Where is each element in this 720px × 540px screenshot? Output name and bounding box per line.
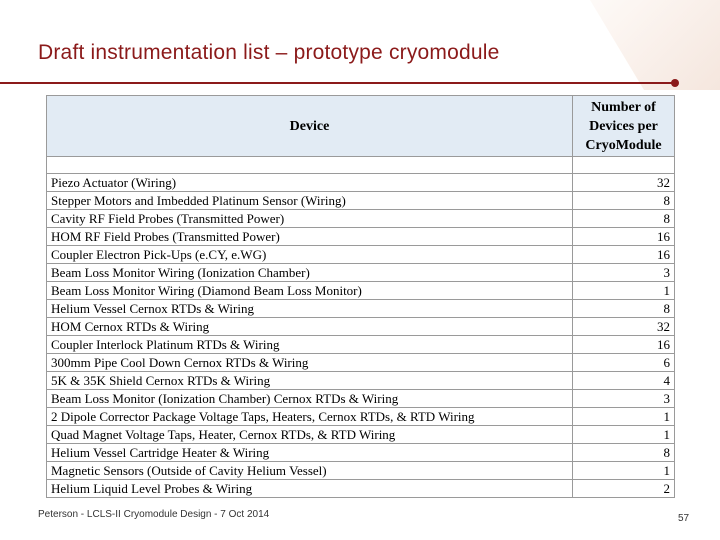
count-cell: 16 <box>573 336 675 354</box>
instrumentation-table-container <box>46 95 674 498</box>
count-cell: 8 <box>573 444 675 462</box>
count-cell: 1 <box>573 426 675 444</box>
table-row <box>47 354 675 372</box>
table-row <box>47 318 675 336</box>
device-cell: 5K & 35K Shield Cernox RTDs & Wiring <box>47 372 573 390</box>
table-body <box>47 157 675 498</box>
count-cell: 32 <box>573 174 675 192</box>
slide-title: Draft instrumentation list – prototype cryomodule <box>38 41 500 64</box>
title-rule <box>0 82 676 84</box>
table-row <box>47 228 675 246</box>
device-cell: Stepper Motors and Imbedded Platinum Sensor (Wiring) <box>47 192 573 210</box>
count-cell: 4 <box>573 372 675 390</box>
device-cell: Beam Loss Monitor Wiring (Ionization Chamber) <box>47 264 573 282</box>
device-cell: 300mm Pipe Cool Down Cernox RTDs & Wiring <box>47 354 573 372</box>
count-cell: 6 <box>573 354 675 372</box>
table-header-row <box>47 96 675 157</box>
table-row <box>47 408 675 426</box>
instrumentation-table <box>46 95 675 498</box>
table-row <box>47 336 675 354</box>
page-number: 57 <box>678 513 690 524</box>
header-device: Device <box>47 96 573 157</box>
count-cell: 8 <box>573 300 675 318</box>
table-row <box>47 372 675 390</box>
count-cell: 16 <box>573 246 675 264</box>
spacer-row <box>47 157 675 174</box>
device-cell: Magnetic Sensors (Outside of Cavity Helium Vessel) <box>47 462 573 480</box>
count-cell: 3 <box>573 390 675 408</box>
table-row <box>47 210 675 228</box>
header-count-line3: CryoModule <box>585 137 662 153</box>
device-cell: Cavity RF Field Probes (Transmitted Power) <box>47 210 573 228</box>
header-count-line2: Devices per <box>589 118 658 134</box>
table-row <box>47 174 675 192</box>
count-cell: 2 <box>573 480 675 498</box>
device-cell: Coupler Interlock Platinum RTDs & Wiring <box>47 336 573 354</box>
count-cell: 1 <box>573 282 675 300</box>
device-cell: HOM Cernox RTDs & Wiring <box>47 318 573 336</box>
header-count <box>573 96 675 157</box>
count-cell: 16 <box>573 228 675 246</box>
header-count-line1: Number of <box>591 99 656 115</box>
count-cell: 1 <box>573 408 675 426</box>
table-row <box>47 444 675 462</box>
count-cell: 8 <box>573 210 675 228</box>
corner-decoration <box>520 0 720 90</box>
device-cell: Helium Vessel Cernox RTDs & Wiring <box>47 300 573 318</box>
footer-text: Peterson - LCLS-II Cryomodule Design - 7 Oct 2014 <box>38 509 270 520</box>
table-row <box>47 300 675 318</box>
table-row <box>47 426 675 444</box>
device-cell: HOM RF Field Probes (Transmitted Power) <box>47 228 573 246</box>
device-cell: Coupler Electron Pick-Ups (e.CY, e.WG) <box>47 246 573 264</box>
device-cell: Beam Loss Monitor (Ionization Chamber) Cernox RTDs & Wiring <box>47 390 573 408</box>
count-cell: 32 <box>573 318 675 336</box>
device-cell: Helium Vessel Cartridge Heater & Wiring <box>47 444 573 462</box>
device-cell: Quad Magnet Voltage Taps, Heater, Cernox RTDs, & RTD Wiring <box>47 426 573 444</box>
device-cell: 2 Dipole Corrector Package Voltage Taps, Heaters, Cernox RTDs, & RTD Wiring <box>47 408 573 426</box>
table-row <box>47 480 675 498</box>
count-cell: 1 <box>573 462 675 480</box>
table-row <box>47 192 675 210</box>
device-cell: Piezo Actuator (Wiring) <box>47 174 573 192</box>
table-row <box>47 282 675 300</box>
table-row <box>47 390 675 408</box>
table-row <box>47 246 675 264</box>
count-cell: 3 <box>573 264 675 282</box>
device-cell: Helium Liquid Level Probes & Wiring <box>47 480 573 498</box>
table-row <box>47 462 675 480</box>
table-row <box>47 264 675 282</box>
count-cell: 8 <box>573 192 675 210</box>
device-cell: Beam Loss Monitor Wiring (Diamond Beam Loss Monitor) <box>47 282 573 300</box>
title-rule-dot <box>671 79 679 87</box>
